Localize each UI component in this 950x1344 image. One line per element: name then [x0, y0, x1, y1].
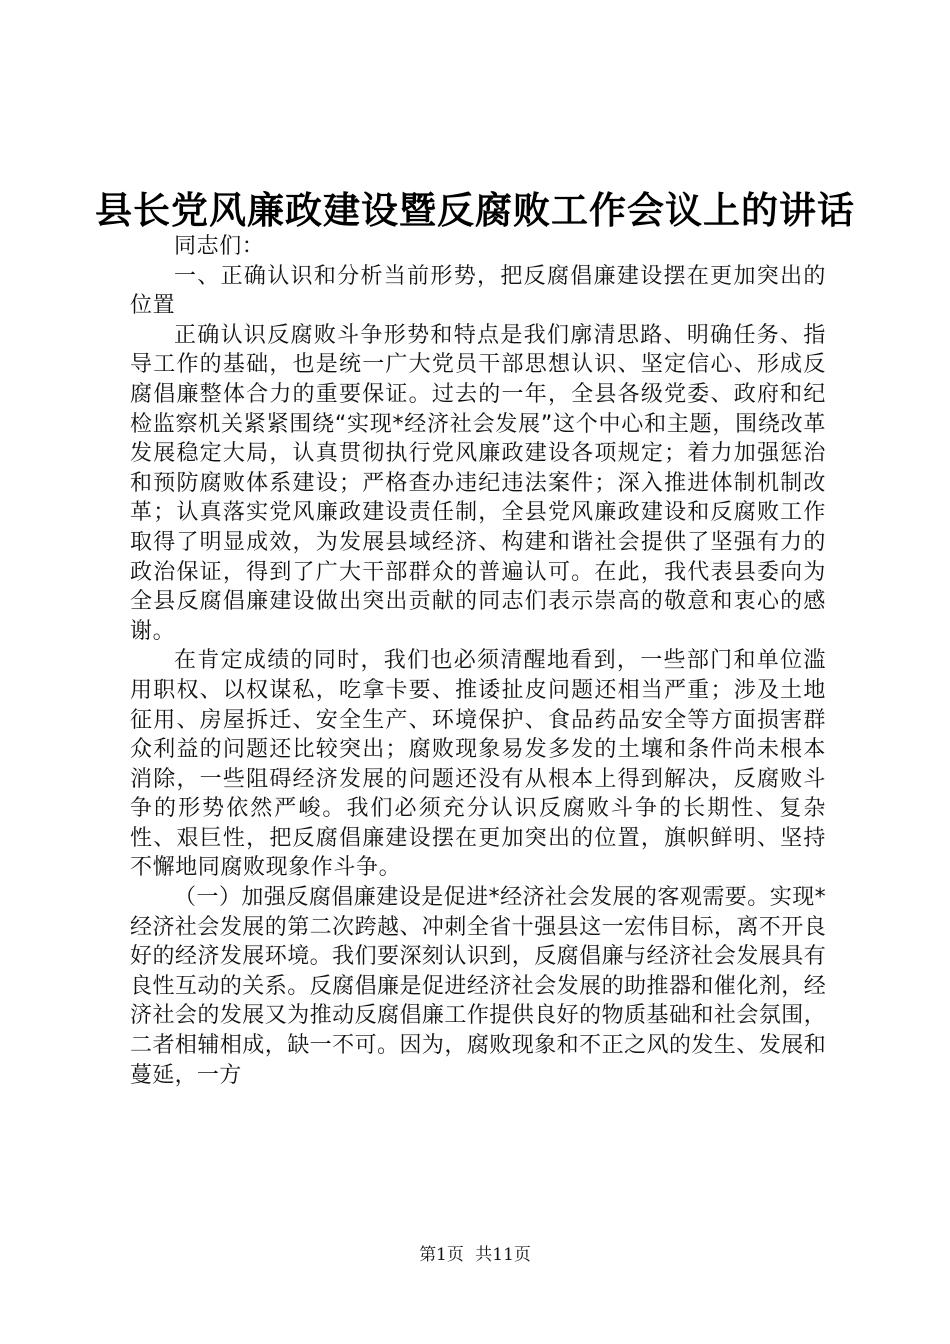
body-paragraph: （一）加强反腐倡廉建设是促进*经济社会发展的客观需要。实现*经济社会发展的第二次跨越、冲刺全省十强县这一宏伟目标，离不开良好的经济发展环境。我们要深刻认识到，反腐倡廉与经济社会发展具有良性互动的关系。反腐倡廉是促进经济社会发展的助推器和催化剂，经济社会的发展又为推动反腐倡廉工作提供良好的物质基础和社会氛围，二者相辅相成，缺一不可。因为，腐败现象和不正之风的发生、发展和蔓延，一方 — [130, 885, 826, 1088]
salutation-paragraph: 同志们： — [174, 234, 265, 259]
page-number: 第1页 — [419, 1245, 464, 1265]
section-heading-paragraph: 一、正确认识和分析当前形势，把反腐倡廉建设摆在更加突出的位置 — [130, 263, 826, 319]
page-total: 共11页 — [475, 1245, 531, 1265]
body-paragraph: 正确认识反腐败斗争形势和特点是我们廓清思路、明确任务、指导工作的基础，也是统一广大党员干部思想认识、坚定信心、形成反腐倡廉整体合力的重要保证。过去的一年，全县各级党委、政府和纪检监察机关紧紧围绕“实现*经济社会发展”这个中心和主题，围绕改革发展稳定大局，认真贯彻执行党风廉政建设各项规定；着力加强惩治和预防腐败体系建设；严格查办违纪违法案件；深入推进体制机制改革；认真落实党风廉政建设责任制，全县党风廉政建设和反腐败工作取得了明显成效，为发展县域经济、构建和谐社会提供了坚强有力的政治保证，得到了广大干部群众的普遍认可。在此，我代表县委向为全县反腐倡廉建设做出突出贡献的同志们表示崇高的敬意和衷心的感谢。 — [130, 322, 826, 644]
page-footer — [0, 1243, 950, 1267]
body-paragraph: 在肯定成绩的同时，我们也必须清醒地看到，一些部门和单位滥用职权、以权谋私，吃拿卡要、推诿扯皮问题还相当严重；涉及土地征用、房屋拆迁、安全生产、环境保护、食品药品安全等方面损害群众利益的问题还比较突出；腐败现象易发多发的土壤和条件尚未根本消除，一些阻碍经济发展的问题还没有从根本上得到解决，反腐败斗争的形势依然严峻。我们必须充分认识反腐败斗争的长期性、复杂性、艰巨性，把反腐倡廉建设摆在更加突出的位置，旗帜鲜明、坚持不懈地同腐败现象作斗争。 — [130, 648, 826, 881]
document-body — [130, 232, 826, 1090]
document-title: 县长党风廉政建设暨反腐败工作会议上的讲话 — [95, 188, 855, 232]
